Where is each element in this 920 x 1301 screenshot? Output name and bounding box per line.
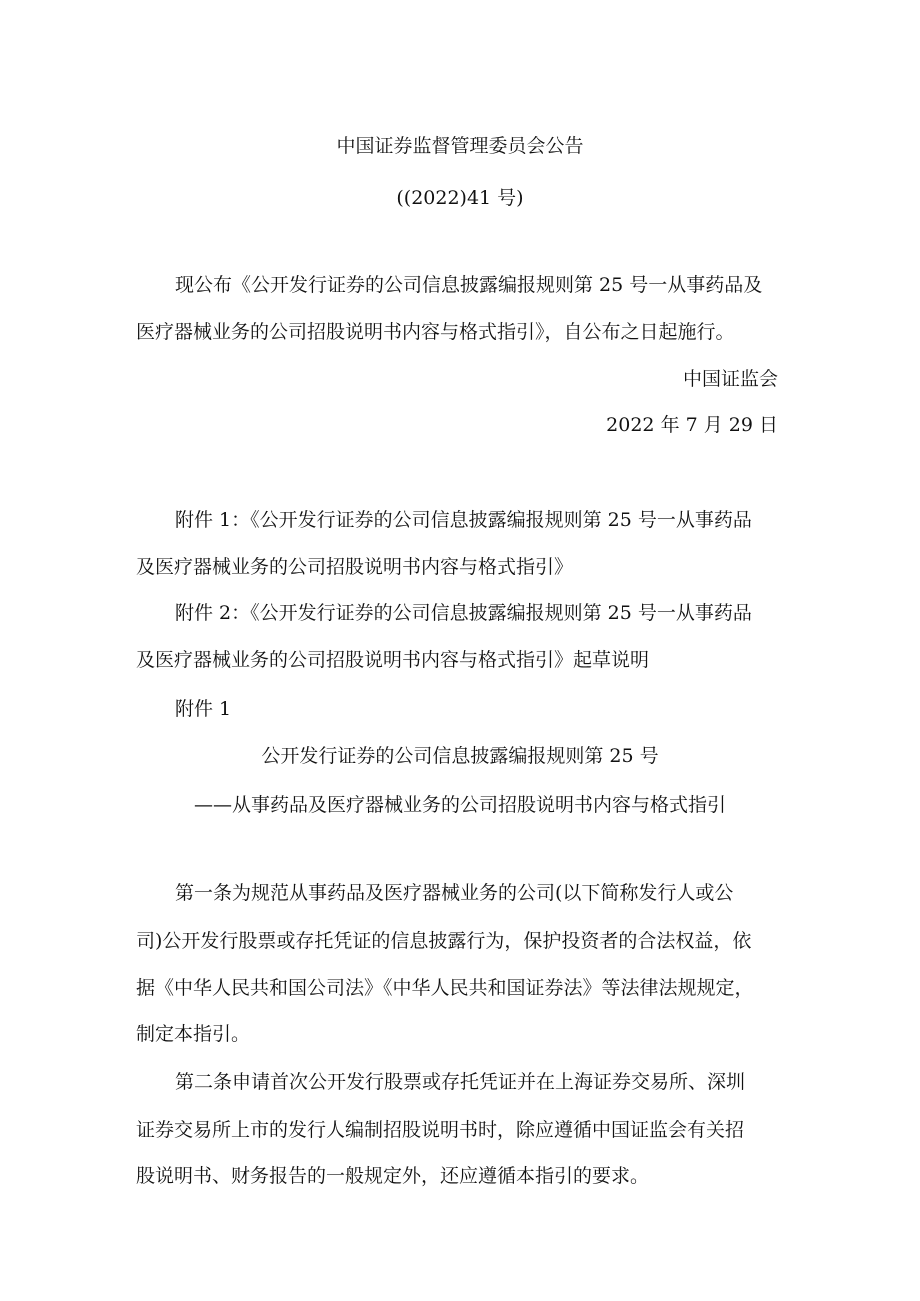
article-2-line-2: 证券交易所上市的发行人编制招股说明书时，除应遵循中国证监会有关招 [136,1119,745,1141]
announcement-number: ((2022)41 号) [396,187,524,209]
issuer-signature: 中国证监会 [682,368,778,390]
article-1-line-2: 司)公开发行股票或存托凭证的信息披露行为，保护投资者的合法权益，依 [136,930,752,952]
attachment-2-ref-line-2: 及医疗器械业务的公司招股说明书内容与格式指引》起草说明 [136,649,650,671]
attachment-1-label: 附件 1 [175,698,232,720]
attachment-1-ref-line-2: 及医疗器械业务的公司招股说明书内容与格式指引》 [136,556,574,578]
article-1-line-3: 据《中华人民共和国公司法》《中华人民共和国证券法》等法律法规规定， [136,977,754,999]
announcement-title: 中国证券监督管理委员会公告 [336,135,584,157]
announcement-body-line-1: 现公布《公开发行证券的公司信息披露编报规则第 25 号一从事药品及 [175,274,763,296]
attachment-2-ref-line-1: 附件 2：《公开发行证券的公司信息披露编报规则第 25 号一从事药品 [175,602,752,624]
guideline-subtitle: ——从事药品及医疗器械业务的公司招股说明书内容与格式指引 [193,794,726,816]
article-1-line-1: 第一条为规范从事药品及医疗器械业务的公司(以下简称发行人或公 [175,882,734,904]
article-2-line-1: 第二条申请首次公开发行股票或存托凭证并在上海证券交易所、深圳 [175,1071,746,1093]
article-1-line-4: 制定本指引。 [136,1023,251,1045]
article-2-line-3: 股说明书、财务报告的一般规定外，还应遵循本指引的要求。 [136,1165,650,1187]
attachment-1-ref-line-1: 附件 1：《公开发行证券的公司信息披露编报规则第 25 号一从事药品 [175,509,752,531]
guideline-title: 公开发行证券的公司信息披露编报规则第 25 号 [261,745,659,767]
announcement-body-line-2: 医疗器械业务的公司招股说明书内容与格式指引》，自公布之日起施行。 [136,321,735,343]
issue-date: 2022 年 7 月 29 日 [606,414,778,436]
